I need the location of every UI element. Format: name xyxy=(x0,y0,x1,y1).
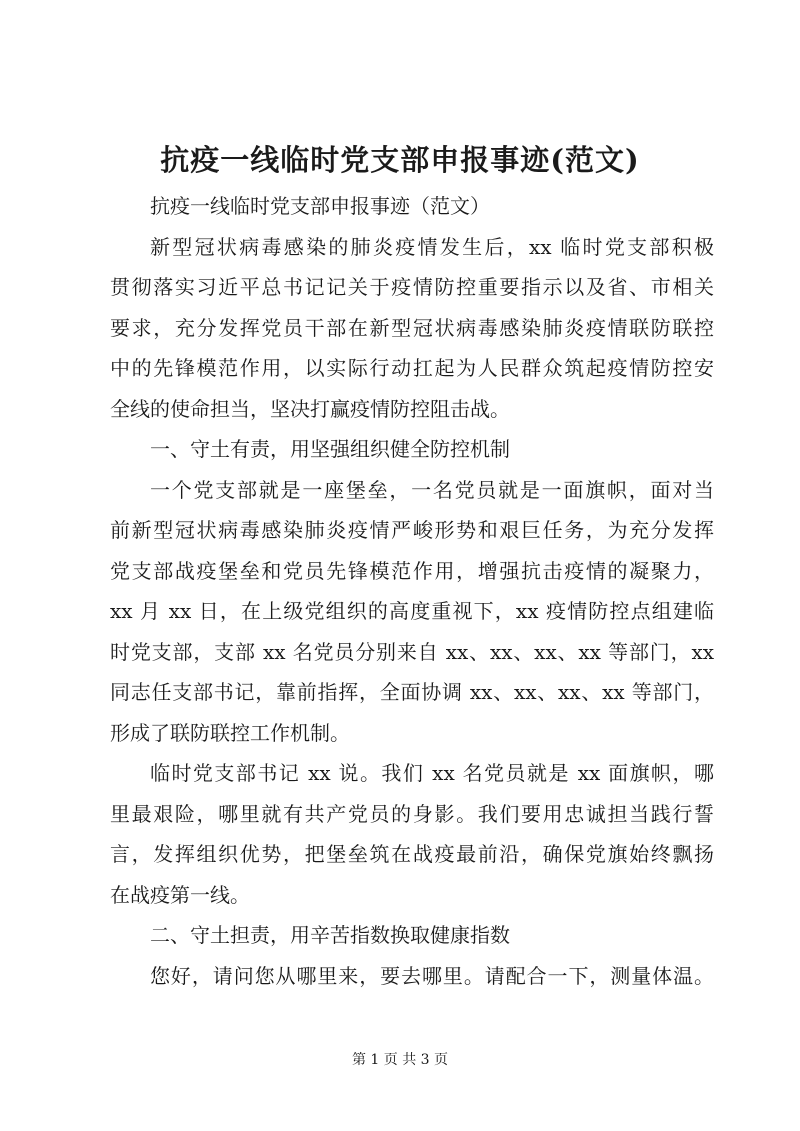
page-footer: 第 1 页 共 3 页 xyxy=(351,1052,449,1068)
text-line: 里最艰险，哪里就有共产党员的身影。我们要用忠诚担当践行誓 xyxy=(110,801,714,826)
document-body xyxy=(110,186,714,996)
text-line: 要求，充分发挥党员干部在新型冠状病毒感染肺炎疫情联防联控 xyxy=(110,315,714,340)
text-line: 二、守土担责，用辛苦指数换取健康指数 xyxy=(150,923,510,947)
text-line: 党支部战疫堡垒和党员先锋模范作用，增强抗击疫情的凝聚力， xyxy=(110,558,714,583)
text-line: xx 月 xx 日，在上级党组织的高度重视下，xx 疫情防控点组建临 xyxy=(110,599,714,623)
text-line: 抗疫一线临时党支部申报事迹（范文） xyxy=(150,194,490,218)
document-title: 抗疫一线临时党支部申报事迹(范文) xyxy=(160,143,640,177)
text-line: 同志任支部书记，靠前指挥，全面协调 xx、xx、xx、xx 等部门， xyxy=(110,680,714,704)
text-line: 言，发挥组织优势，把堡垒筑在战疫最前沿，确保党旗始终飘扬 xyxy=(110,842,714,866)
text-line: 在战疫第一线。 xyxy=(110,882,250,907)
text-line: 中的先锋模范作用，以实际行动扛起为人民群众筑起疫情防控安 xyxy=(110,356,714,380)
text-line: 一、守土有责，用坚强组织健全防控机制 xyxy=(150,437,510,461)
text-line: 一个党支部就是一座堡垒，一名党员就是一面旗帜，面对当 xyxy=(150,477,714,502)
text-line: 贯彻落实习近平总书记记关于疫情防控重要指示以及省、市相关 xyxy=(110,275,714,299)
text-line: 全线的使命担当，坚决打赢疫情防控阻击战。 xyxy=(110,396,510,421)
text-line: 形成了联防联控工作机制。 xyxy=(110,720,350,745)
text-line: 临时党支部书记 xx 说。我们 xx 名党员就是 xx 面旗帜，哪 xyxy=(150,761,714,785)
text-line: 您好，请问您从哪里来，要去哪里。请配合一下，测量体温。 xyxy=(150,963,714,988)
text-line: 前新型冠状病毒感染肺炎疫情严峻形势和艰巨任务，为充分发挥 xyxy=(110,518,714,542)
text-line: 新型冠状病毒感染的肺炎疫情发生后，xx 临时党支部积极 xyxy=(150,234,714,259)
text-line: 时党支部，支部 xx 名党员分别来自 xx、xx、xx、xx 等部门，xx xyxy=(110,639,714,664)
